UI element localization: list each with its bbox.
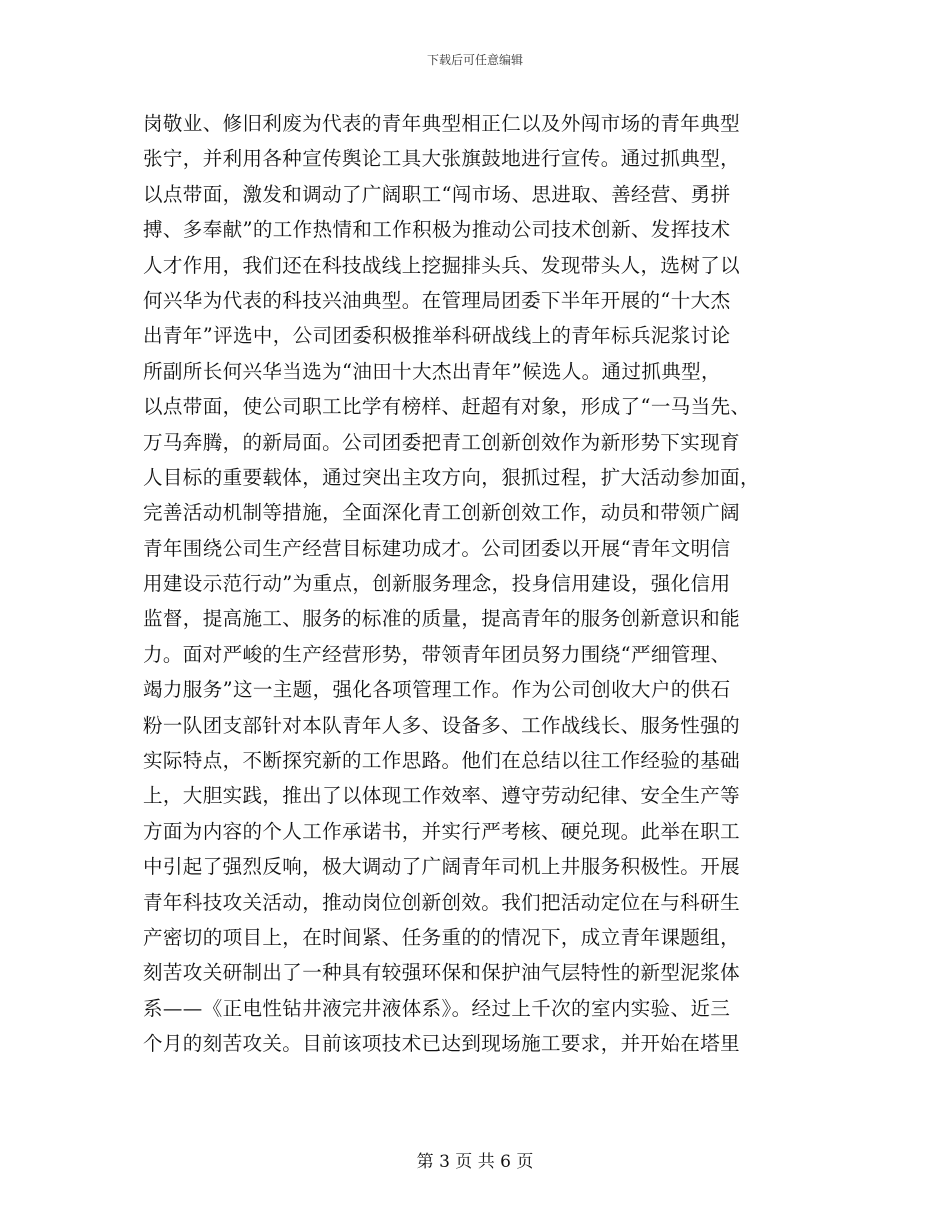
text-line: 上，大胆实践，推出了以体现工作效率、遵守劳动纪律、安全生产等 — [143, 784, 741, 808]
text-line: 实际特点，不断探究新的工作思路。他们在总结以往工作经验的基础 — [143, 749, 741, 773]
text-line: 以点带面，使公司职工比学有榜样、赶超有对象，形成了“一马当先、 — [143, 395, 751, 419]
text-line: 方面为内容的个人工作承诺书，并实行严考核、硬兑现。此举在职工 — [143, 819, 741, 843]
text-line: 岗敬业、修旧利废为代表的青年典型相正仁以及外闯市场的青年典型 — [143, 112, 741, 135]
text-line: 人才作用，我们还在科技战线上挖掘排头兵、发现带头人，选树了以 — [143, 253, 741, 277]
text-line: 个月的刻苦攻关。目前该项技术已达到现场施工要求，并开始在塔里 — [143, 1032, 741, 1056]
text-line: 产密切的项目上，在时间紧、任务重的的情况下，成立青年课题组， — [143, 925, 741, 949]
page-footer: 第 3 页 共 6 页 — [416, 1152, 534, 1172]
text-line: 张宁，并利用各种宣传舆论工具大张旗鼓地进行宣传。通过抓典型， — [143, 147, 741, 171]
text-line: 何兴华为代表的科技兴油典型。在管理局团委下半年开展的“十大杰 — [143, 288, 731, 312]
text-line: 力。面对严峻的生产经营形势，带领青年团员努力围绕“严细管理、 — [143, 642, 731, 666]
text-line: 刻苦攻关研制出了一种具有较强环保和保护油气层特性的新型泥浆体 — [143, 961, 741, 985]
text-line: 青年围绕公司生产经营目标建功成才。公司团委以开展“青年文明信 — [143, 536, 731, 560]
document-body — [143, 106, 823, 1062]
text-line: 青年科技攻关活动，推动岗位创新创效。我们把活动定位在与科研生 — [143, 890, 741, 914]
text-line: 系——《正电性钻井液完井液体系》。经过上千次的室内实验、近三 — [143, 996, 731, 1020]
text-line: 完善活动机制等措施，全面深化青工创新创效工作，动员和带领广阔 — [143, 501, 741, 525]
text-line: 搏、多奉献”的工作热情和工作积极为推动公司技术创新、发挥技术 — [143, 218, 731, 242]
text-line: 出青年”评选中，公司团委积极推举科研战线上的青年标兵泥浆讨论 — [143, 324, 731, 348]
text-line: 中引起了强烈反响，极大调动了广阔青年司机上井服务积极性。开展 — [143, 855, 741, 879]
text-line: 用建设示范行动”为重点，创新服务理念，投身信用建设，强化信用 — [143, 572, 731, 596]
text-line: 以点带面，激发和调动了广阔职工“闯市场、思进取、善经营、勇拼 — [143, 182, 731, 206]
text-line: 人目标的重要载体，通过突出主攻方向，狠抓过程，扩大活动参加面， — [143, 465, 760, 489]
text-line: 粉一队团支部针对本队青年人多、设备多、工作战线长、服务性强的 — [143, 713, 741, 737]
text-line: 所副所长何兴华当选为“油田十大杰出青年”候选人。通过抓典型， — [143, 359, 721, 383]
text-line: 监督，提高施工、服务的标准的质量，提高青年的服务创新意识和能 — [143, 607, 741, 631]
page-header: 下载后可任意编辑 — [426, 53, 523, 67]
text-line: 竭力服务”这一主题，强化各项管理工作。作为公司创收大户的供石 — [143, 678, 731, 702]
text-line: 万马奔腾，的新局面。公司团委把青工创新创效作为新形势下实现育 — [143, 430, 741, 454]
